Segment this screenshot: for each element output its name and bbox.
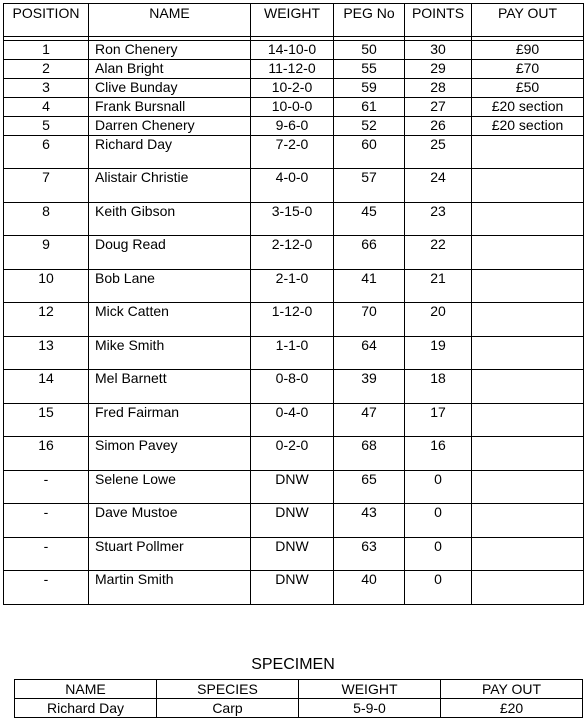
cell-name: Mike Smith <box>89 337 251 370</box>
cell-weight: 2-1-0 <box>251 270 334 303</box>
cell-points: 27 <box>405 98 472 117</box>
cell-peg: 41 <box>334 270 405 303</box>
table-row <box>4 79 584 98</box>
cell-points: 19 <box>405 337 472 370</box>
cell-name: Martin Smith <box>89 571 251 605</box>
results-header-row <box>4 4 584 37</box>
cell-weight: 9-6-0 <box>251 117 334 136</box>
cell-peg: 68 <box>334 437 405 471</box>
table-row <box>4 98 584 117</box>
cell-peg: 52 <box>334 117 405 136</box>
header-position: POSITION <box>4 4 89 37</box>
cell-points: 30 <box>405 41 472 60</box>
cell-position: 14 <box>4 370 89 404</box>
cell-peg: 40 <box>334 571 405 605</box>
cell-name: Dave Mustoe <box>89 504 251 538</box>
specimen-header-weight: WEIGHT <box>299 680 441 699</box>
table-row <box>4 236 584 270</box>
specimen-header-name: NAME <box>15 680 157 699</box>
cell-payout: £20 section <box>472 117 584 136</box>
cell-points: 25 <box>405 136 472 169</box>
cell-peg: 60 <box>334 136 405 169</box>
table-row <box>4 370 584 404</box>
specimen-body <box>15 699 583 718</box>
table-row <box>4 538 584 571</box>
cell-payout <box>472 337 584 370</box>
cell-position: 13 <box>4 337 89 370</box>
specimen-cell-name: Richard Day <box>15 699 157 718</box>
cell-peg: 61 <box>334 98 405 117</box>
table-row <box>4 117 584 136</box>
table-row <box>15 699 583 718</box>
table-row <box>4 337 584 370</box>
table-row <box>4 504 584 538</box>
table-row <box>4 471 584 504</box>
table-row <box>4 437 584 471</box>
cell-position: 2 <box>4 60 89 79</box>
table-row <box>4 41 584 60</box>
cell-name: Ron Chenery <box>89 41 251 60</box>
cell-weight: DNW <box>251 571 334 605</box>
cell-weight: 14-10-0 <box>251 41 334 60</box>
cell-name: Alan Bright <box>89 60 251 79</box>
cell-payout <box>472 270 584 303</box>
cell-position: - <box>4 471 89 504</box>
cell-position: - <box>4 571 89 605</box>
cell-peg: 70 <box>334 303 405 337</box>
cell-peg: 59 <box>334 79 405 98</box>
table-row <box>4 169 584 203</box>
cell-position: 5 <box>4 117 89 136</box>
cell-position: 9 <box>4 236 89 270</box>
cell-points: 22 <box>405 236 472 270</box>
cell-weight: 4-0-0 <box>251 169 334 203</box>
cell-payout <box>472 236 584 270</box>
specimen-title: SPECIMEN <box>251 656 335 673</box>
cell-points: 17 <box>405 404 472 437</box>
cell-name: Doug Read <box>89 236 251 270</box>
cell-position: 8 <box>4 203 89 236</box>
table-row <box>4 136 584 169</box>
cell-peg: 55 <box>334 60 405 79</box>
cell-payout: £90 <box>472 41 584 60</box>
cell-position: 15 <box>4 404 89 437</box>
cell-position: 1 <box>4 41 89 60</box>
cell-name: Keith Gibson <box>89 203 251 236</box>
cell-points: 0 <box>405 538 472 571</box>
cell-weight: 0-8-0 <box>251 370 334 404</box>
cell-position: 3 <box>4 79 89 98</box>
cell-peg: 45 <box>334 203 405 236</box>
cell-position: - <box>4 504 89 538</box>
table-row <box>4 270 584 303</box>
cell-position: - <box>4 538 89 571</box>
cell-name: Selene Lowe <box>89 471 251 504</box>
cell-weight: DNW <box>251 471 334 504</box>
cell-payout: £50 <box>472 79 584 98</box>
header-points: POINTS <box>405 4 472 37</box>
cell-payout <box>472 169 584 203</box>
cell-name: Clive Bunday <box>89 79 251 98</box>
cell-points: 23 <box>405 203 472 236</box>
cell-peg: 50 <box>334 41 405 60</box>
cell-peg: 47 <box>334 404 405 437</box>
cell-points: 20 <box>405 303 472 337</box>
specimen-header-species: SPECIES <box>157 680 299 699</box>
cell-name: Alistair Christie <box>89 169 251 203</box>
specimen-cell-species: Carp <box>157 699 299 718</box>
cell-name: Richard Day <box>89 136 251 169</box>
cell-name: Darren Chenery <box>89 117 251 136</box>
cell-name: Fred Fairman <box>89 404 251 437</box>
cell-weight: 11-12-0 <box>251 60 334 79</box>
cell-name: Mel Barnett <box>89 370 251 404</box>
cell-weight: 1-12-0 <box>251 303 334 337</box>
cell-weight: DNW <box>251 538 334 571</box>
cell-payout <box>472 437 584 471</box>
table-row <box>4 60 584 79</box>
cell-payout <box>472 504 584 538</box>
cell-weight: 10-0-0 <box>251 98 334 117</box>
cell-payout: £20 section <box>472 98 584 117</box>
table-row <box>4 303 584 337</box>
cell-position: 7 <box>4 169 89 203</box>
cell-payout <box>472 538 584 571</box>
cell-weight: 10-2-0 <box>251 79 334 98</box>
cell-points: 18 <box>405 370 472 404</box>
cell-peg: 63 <box>334 538 405 571</box>
table-row <box>4 404 584 437</box>
results-table <box>3 3 584 605</box>
cell-peg: 64 <box>334 337 405 370</box>
cell-payout: £70 <box>472 60 584 79</box>
cell-weight: 2-12-0 <box>251 236 334 270</box>
cell-points: 29 <box>405 60 472 79</box>
cell-weight: 0-4-0 <box>251 404 334 437</box>
cell-position: 6 <box>4 136 89 169</box>
cell-peg: 39 <box>334 370 405 404</box>
cell-points: 24 <box>405 169 472 203</box>
cell-payout <box>472 203 584 236</box>
cell-points: 0 <box>405 471 472 504</box>
specimen-cell-payout: £20 <box>441 699 583 718</box>
cell-payout <box>472 136 584 169</box>
cell-name: Stuart Pollmer <box>89 538 251 571</box>
cell-points: 26 <box>405 117 472 136</box>
specimen-table <box>14 679 583 718</box>
results-body <box>4 37 584 605</box>
cell-weight: 3-15-0 <box>251 203 334 236</box>
table-row <box>4 571 584 605</box>
cell-weight: 1-1-0 <box>251 337 334 370</box>
cell-position: 10 <box>4 270 89 303</box>
cell-points: 0 <box>405 504 472 538</box>
cell-peg: 66 <box>334 236 405 270</box>
cell-position: 16 <box>4 437 89 471</box>
cell-position: 12 <box>4 303 89 337</box>
header-name: NAME <box>89 4 251 37</box>
cell-points: 21 <box>405 270 472 303</box>
cell-payout <box>472 370 584 404</box>
cell-payout <box>472 571 584 605</box>
cell-name: Mick Catten <box>89 303 251 337</box>
cell-name: Simon Pavey <box>89 437 251 471</box>
cell-position: 4 <box>4 98 89 117</box>
header-peg: PEG No <box>334 4 405 37</box>
cell-points: 28 <box>405 79 472 98</box>
cell-payout <box>472 404 584 437</box>
cell-weight: 7-2-0 <box>251 136 334 169</box>
header-payout: PAY OUT <box>472 4 584 37</box>
cell-payout <box>472 471 584 504</box>
cell-points: 0 <box>405 571 472 605</box>
specimen-cell-weight: 5-9-0 <box>299 699 441 718</box>
cell-peg: 43 <box>334 504 405 538</box>
cell-name: Frank Bursnall <box>89 98 251 117</box>
cell-peg: 57 <box>334 169 405 203</box>
cell-name: Bob Lane <box>89 270 251 303</box>
cell-points: 16 <box>405 437 472 471</box>
cell-weight: DNW <box>251 504 334 538</box>
specimen-header-payout: PAY OUT <box>441 680 583 699</box>
cell-weight: 0-2-0 <box>251 437 334 471</box>
table-row <box>4 203 584 236</box>
cell-peg: 65 <box>334 471 405 504</box>
header-weight: WEIGHT <box>251 4 334 37</box>
cell-payout <box>472 303 584 337</box>
specimen-header-row <box>15 680 583 699</box>
